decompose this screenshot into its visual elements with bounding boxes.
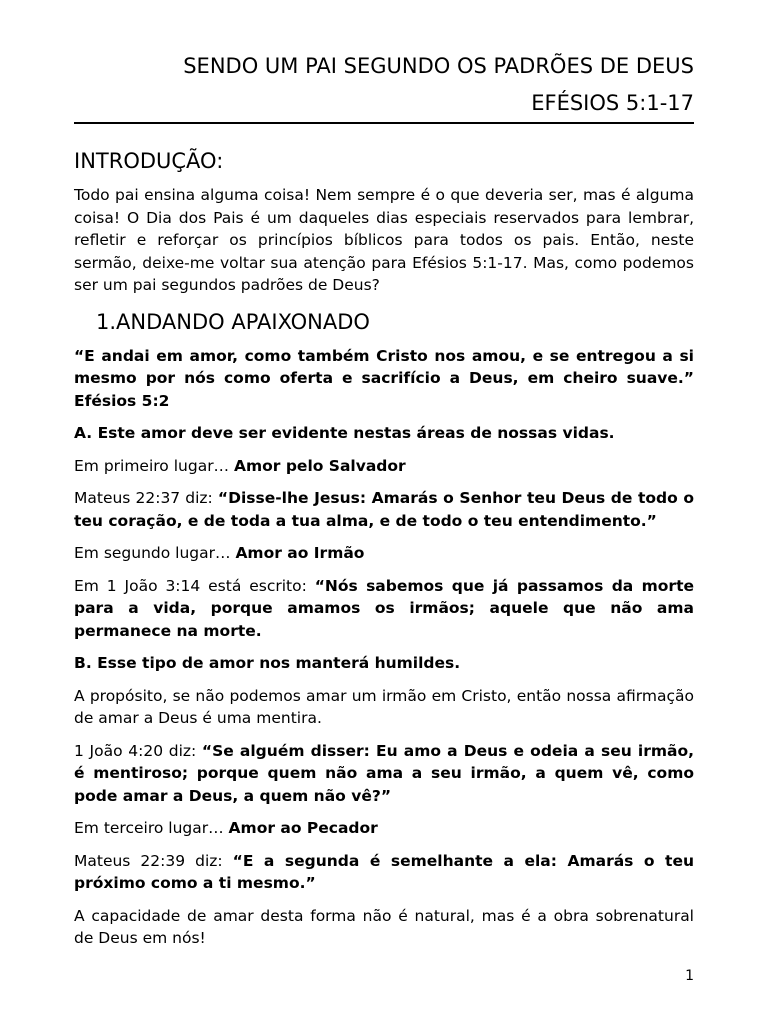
title-underline [74,122,694,124]
purpose-paragraph: A propósito, se não podemos amar um irmão em Cristo, então nossa afirmação de amar a Deus é uma mentira. [74,686,694,727]
document-page [74,0,694,960]
page-number: 1 [685,968,694,984]
document-title [74,48,694,122]
title-text: SENDO UM PAI SEGUNDO OS PADRÕES DE DEUS [183,54,694,78]
point-a: A. Este amor deve ser evidente nestas áreas de nossas vidas. [74,424,615,442]
verse-matthew-22-37: Mateus 22:37 diz: “Disse-lhe Jesus: Amarás o Senhor teu Deus de todo o teu coração, e de toda a tua alma, e de todo o teu entendimento.” [74,489,695,530]
verse-1-john-3-14: Em 1 João 3:14 está escrito: “Nós sabemos que já passamos da morte para a vida, porque amamos os irmãos; aquele que não ama permanece na morte. [74,576,694,640]
first-love-line: Em primeiro lugar… Amor pelo Salvador [74,456,406,475]
title-reference: EFÉSIOS 5:1-17 [531,91,694,115]
verse-1-john-4-20: 1 João 4:20 diz: “Se alguém disser: Eu amo a Deus e odeia a seu irmão, é mentiroso; porque quem não ama a seu irmão, a quem vê, como pode amar a Deus, a quem não vê?” [74,741,694,805]
point-b: B. Esse tipo de amor nos manterá humildes. [74,654,461,672]
verse-ephesians-5-2: “E andai em amor, como também Cristo nos amou, e se entregou a si mesmo por nós como oferta e sacrifício a Deus, em cheiro suave.” Efésios 5:2 [74,346,694,410]
intro-heading: INTRODUÇÃO: [74,149,224,173]
intro-paragraph: Todo pai ensina alguma coisa! Nem sempre é o que deveria ser, mas é alguma coisa! O Dia dos Pais é um daqueles dias especiais reservados para lembrar, refletir e reforçar os princípios bíblicos para todos os pais. Então, neste sermão, deixe-me voltar sua atenção para Efésios 5:1-17. Mas, como podemos ser um pai segundos padrões de Deus? [74,186,694,294]
verse-matthew-22-39: Mateus 22:39 diz: “E a segunda é semelhante a ela: Amarás o teu próximo como a ti mesmo.” [74,851,695,892]
third-love-line: Em terceiro lugar… Amor ao Pecador [74,819,378,837]
second-love-line: Em segundo lugar… Amor ao Irmão [74,544,365,562]
closing-paragraph: A capacidade de amar desta forma não é natural, mas é a obra sobrenatural de Deus em nós! [74,906,694,947]
section-1-heading: 1.ANDANDO APAIXONADO [96,309,370,334]
